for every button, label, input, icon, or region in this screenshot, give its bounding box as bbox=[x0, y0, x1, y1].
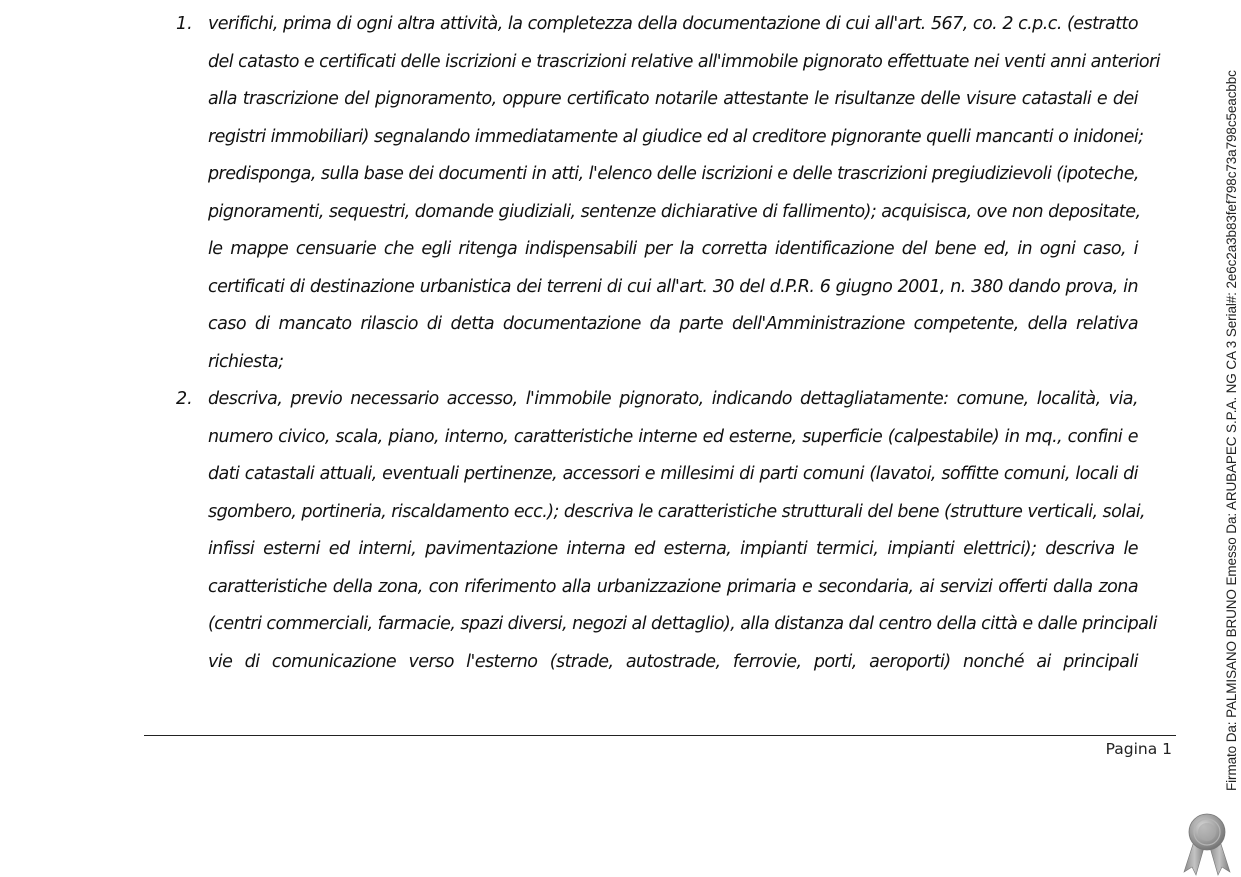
text-line: dati catastali attuali, eventuali pertinenze, accessori e millesimi di parti comuni (lavatoi, soffitte comuni, locali di bbox=[208, 464, 1138, 484]
text-line: certificati di destinazione urbanistica dei terreni di cui all'art. 30 del d.P.R. 6 giugno 2001, n. 380 dando prova, in bbox=[208, 276, 1138, 297]
item-number: 2. bbox=[176, 389, 193, 409]
digital-signature-text: Firmato Da: PALMISANO BRUNO Emesso Da: ARUBAPEC S.P.A. NG CA 3 Serial#: 2e6c2a3b83fef798c73a798c5eacbbc bbox=[1224, 70, 1239, 791]
text-line: infissi esterni ed interni, pavimentazione interna ed esterna, impianti termici, impianti elettrici); descriva le bbox=[208, 539, 1138, 559]
text-line: numero civico, scala, piano, interno, caratteristiche interne ed esterne, superficie (calpestabile) in mq., confini e bbox=[208, 426, 1138, 447]
instruction-list bbox=[176, 6, 1160, 681]
text-line: sgombero, portineria, riscaldamento ecc.); descriva le caratteristiche strutturali del bene (strutture verticali, solai, bbox=[208, 501, 1146, 522]
text-line: registri immobiliari) segnalando immediatamente al giudice ed al creditore pignorante quelli mancanti o inidonei; bbox=[208, 126, 1144, 147]
item-number: 1. bbox=[176, 14, 193, 34]
text-line: (centri commerciali, farmacie, spazi diversi, negozi al dettaglio), alla distanza dal centro della città e dalle principali bbox=[208, 614, 1157, 634]
text-line: richiesta; bbox=[208, 351, 284, 372]
text-line: caratteristiche della zona, con riferimento alla urbanizzazione primaria e secondaria, ai servizi offerti dalla zona bbox=[208, 576, 1138, 597]
text-line: vie di comunicazione verso l'esterno (strade, autostrade, ferrovie, porti, aeroporti) nonché ai principali bbox=[208, 651, 1138, 672]
ribbon-seal-icon bbox=[1181, 812, 1233, 876]
text-line: alla trascrizione del pignoramento, oppure certificato notarile attestante le risultanze delle visure catastali e dei bbox=[208, 89, 1138, 109]
text-line: verifichi, prima di ogni altra attività, la completezza della documentazione di cui all'art. 567, co. 2 c.p.c. (estratto bbox=[208, 14, 1138, 34]
text-line: descriva, previo necessario accesso, l'immobile pignorato, indicando dettagliatamente: comune, località, via, bbox=[208, 389, 1138, 409]
list-item bbox=[176, 6, 1160, 381]
text-line: le mappe censuarie che egli ritenga indispensabili per la corretta identificazione del bene ed, in ogni caso, i bbox=[208, 239, 1138, 259]
text-line: caso di mancato rilascio di detta documentazione da parte dell'Amministrazione competente, della relativa bbox=[208, 314, 1138, 334]
footer-divider bbox=[144, 735, 1176, 736]
text-line: del catasto e certificati delle iscrizioni e trascrizioni relative all'immobile pignorato effettuate nei venti anni anteriori bbox=[208, 51, 1160, 72]
page-number: Pagina 1 bbox=[1105, 740, 1172, 758]
list-item bbox=[176, 381, 1157, 681]
text-line: predisponga, sulla base dei documenti in atti, l'elenco delle iscrizioni e delle trascrizioni pregiudizievoli (ipoteche, bbox=[208, 164, 1139, 184]
text-line: pignoramenti, sequestri, domande giudiziali, sentenze dichiarative di fallimento); acquisisca, ove non depositate, bbox=[208, 201, 1141, 222]
